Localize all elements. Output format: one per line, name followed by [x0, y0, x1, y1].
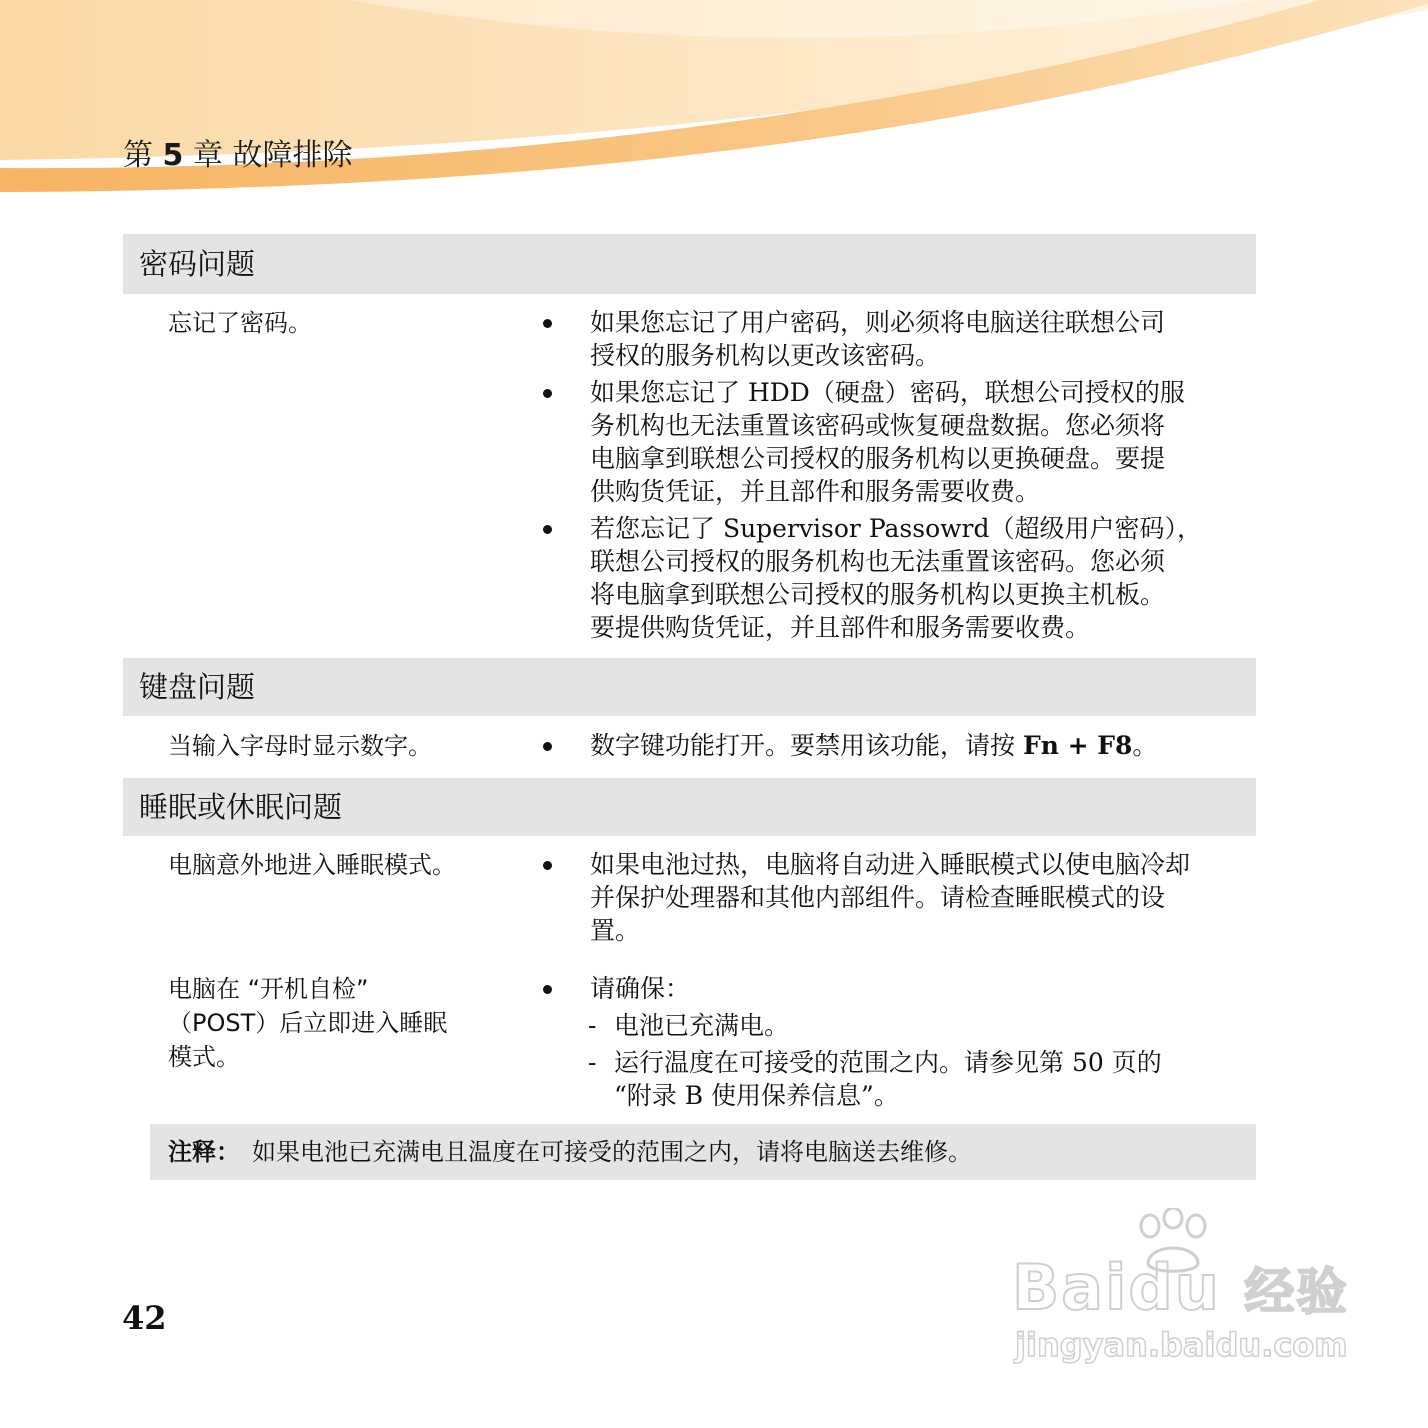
section-title: 睡眠或休眠问题: [139, 790, 343, 824]
solution-forgot-password: [540, 306, 1250, 648]
chapter-name: 章 故障排除: [192, 138, 353, 173]
bullet-icon: [543, 861, 552, 870]
section-header-sleep: [123, 778, 1256, 836]
bullet-icon: [543, 319, 552, 328]
chapter-number: 5: [162, 138, 184, 173]
note-label: 注释：: [168, 1138, 240, 1166]
section-title: 键盘问题: [139, 670, 256, 704]
section-header-password: [123, 234, 1256, 294]
problem-numbers-instead-of-letters: 当输入字母时显示数字。: [168, 732, 432, 760]
page-number: 42: [122, 1299, 167, 1337]
watermark-logo: Baidu 经验: [1012, 1251, 1349, 1324]
watermark-url: jingyan.baidu.com: [1015, 1326, 1348, 1364]
section-title: 密码问题: [139, 247, 256, 281]
problem-sleep-after-post: 电脑在 “开机自检” （POST）后立即进入睡眠 模式。: [168, 975, 448, 1071]
list-item: 如果电池过热，电脑将自动进入睡眠模式以使电脑冷却 并保护处理器和其他内部组件。请检查睡眠模式的设 置。: [540, 848, 1250, 947]
solution-numlock: [540, 729, 1250, 766]
key-combination: Fn + F8: [1022, 731, 1133, 760]
problem-forgot-password: 忘记了密码。: [168, 309, 312, 337]
sub-list-item: - 运行温度在可接受的范围之内。请参见第 50 页的 “附录 B 使用保养信息”。: [588, 1048, 1162, 1110]
section-header-keyboard: [123, 658, 1256, 716]
solution-sleep-after-post: [540, 972, 1250, 1112]
bullet-icon: [543, 525, 552, 534]
list-item: 若您忘记了 Supervisor Passowrd（超级用户密码）， 联想公司授权的服务机构也无法重置该密码。您必须 将电脑拿到联想公司授权的服务机构以更换主机板。 要提供购货凭证，并且部件和服务需要收费。: [540, 512, 1250, 644]
bullet-icon: [543, 985, 552, 994]
chapter-prefix: 第: [123, 138, 153, 173]
chapter-title: [123, 136, 353, 176]
list-item: 请确保：: [540, 972, 1250, 1005]
sub-list-item: - 电池已充满电。: [588, 1011, 790, 1040]
list-item: 数字键功能打开。要禁用该功能，请按 Fn + F8。: [540, 729, 1250, 762]
list-item: 如果您忘记了 HDD（硬盘）密码，联想公司授权的服 务机构也无法重置该密码或恢复硬盘数据。您必须将 电脑拿到联想公司授权的服务机构以更换硬盘。要提 供购货凭证，并且部件和服务需要收费。: [540, 376, 1250, 508]
bullet-icon: [543, 389, 552, 398]
note-box: [150, 1124, 1256, 1180]
problem-unexpected-sleep: 电脑意外地进入睡眠模式。: [168, 851, 456, 879]
note-text: 如果电池已充满电且温度在可接受的范围之内，请将电脑送去维修。: [252, 1138, 972, 1166]
solution-unexpected-sleep: [540, 848, 1250, 951]
bullet-icon: [543, 742, 552, 751]
list-item: 如果您忘记了用户密码，则必须将电脑送往联想公司 授权的服务机构以更改该密码。: [540, 306, 1250, 372]
